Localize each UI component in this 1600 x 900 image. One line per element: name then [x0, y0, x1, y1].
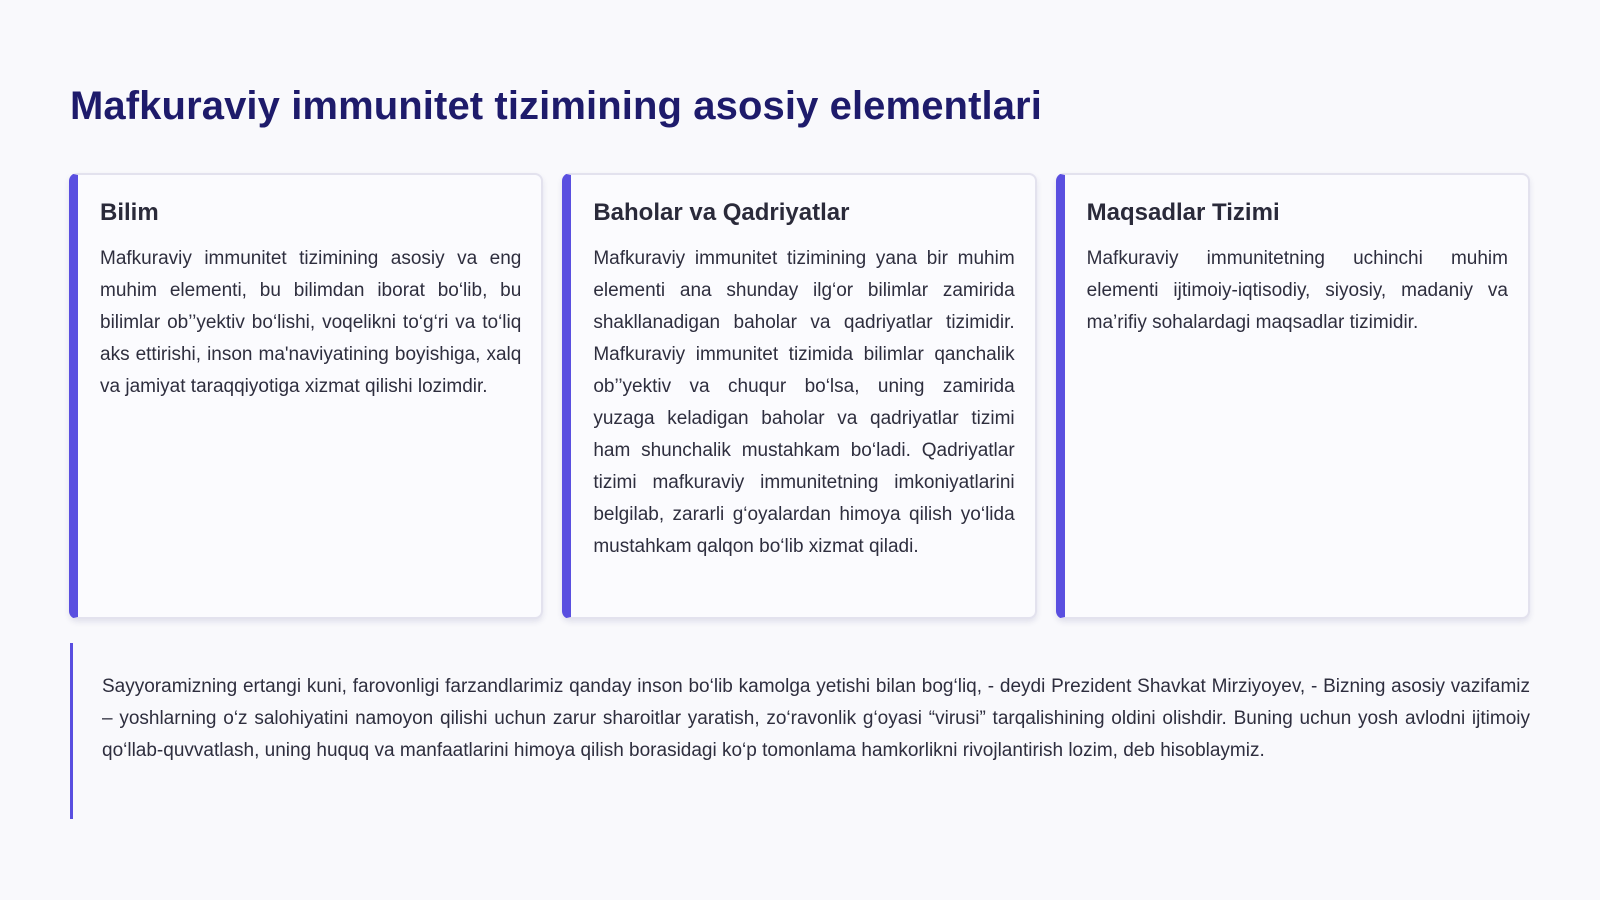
- quote-block: [70, 643, 1530, 819]
- card-text: Mafkuraviy immunitet tizimining asosiy va eng muhim elementi, bu bilimdan iborat bo‘lib, bu bilimlar ob’’yektiv bo‘lishi, voqelikni to‘g‘ri va to‘liq aks ettirishi, inson ma'naviyatining boyishiga, xalq va jamiyat taraqqiyotiga xizmat qilishi lozimdir.: [100, 248, 522, 397]
- card-maqsadlar-tizimi: [1056, 173, 1530, 619]
- card-title: Bilim: [100, 199, 159, 226]
- quote-text: Sayyoramizning ertangi kuni, farovonligi farzandlarimiz qanday inson bo‘lib kamolga yetishi bilan bog‘liq, - deydi Prezident Shavkat Mirziyoyev, - Bizning asosiy vazifamiz – yoshlarning o‘z salohiyatini namoyon qilishi uchun zarur sharoitlar yaratish, zo‘ravonlik g‘oyasi “virusi” tarqalishining oldini olishdir. Buning uchun yosh avlodni ijtimoiy qo‘llab-quvvatlash, uning huquq va manfaatlarini himoya qilish borasidagi ko‘p tomonlama hamkorlikni rivojlantirish lozim, deb hisoblaymiz.: [102, 676, 1530, 761]
- slide-title: Mafkuraviy immunitet tizimining asosiy elementlari: [70, 84, 1042, 128]
- card-title: Baholar va Qadriyatlar: [593, 199, 850, 226]
- card-baholar-qadriyatlar: [562, 173, 1036, 619]
- cards-row: [69, 173, 1530, 619]
- card-bilim: [69, 173, 543, 619]
- card-text: Mafkuraviy immunitetning uchinchi muhim elementi ijtimoiy-iqtisodiy, siyosiy, madaniy va ma’rifiy sohalardagi maqsadlar tizimidir.: [1086, 248, 1508, 333]
- card-title: Maqsadlar Tizimi: [1086, 199, 1280, 226]
- card-text: Mafkuraviy immunitet tizimining yana bir muhim elementi ana shunday ilg‘or bilimlar zamirida shakllanadigan baholar va qadriyatlar tizimidir. Mafkuraviy immunitet tizimida bilimlar qanchalik ob’’yektiv va chuqur bo‘lsa, uning zamirida yuzaga keladigan baholar va qadriyatlar tizimi ham shunchalik mustahkam bo‘ladi. Qadriyatlar tizimi mafkuraviy immunitetning imkoniyatlarini belgilab, zararli g‘oyalardan himoya qilish yo‘lida mustahkam qalqon bo‘lib xizmat qiladi.: [593, 248, 1015, 557]
